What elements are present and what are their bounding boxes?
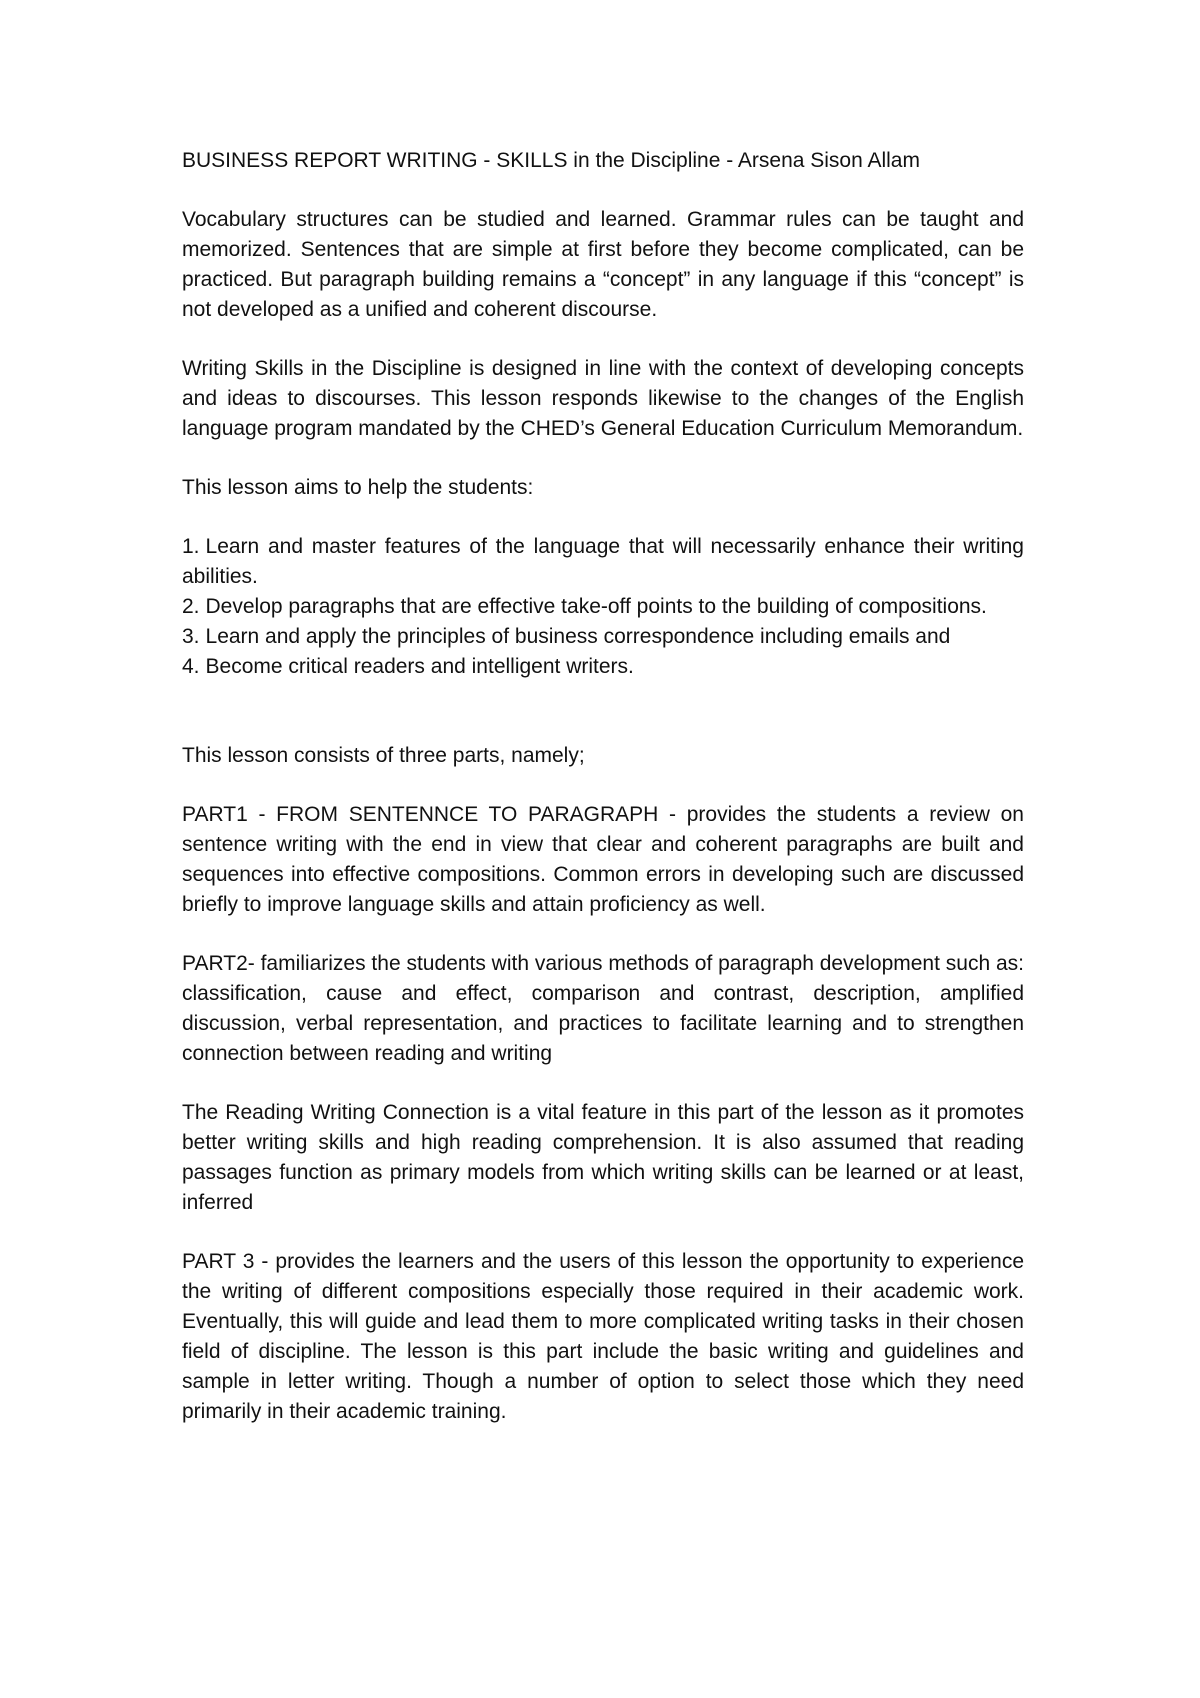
aims-list xyxy=(182,532,1024,682)
paragraph-writing-skills: Writing Skills in the Discipline is designed in line with the context of developing concepts and ideas to discourses. This lesson responds likewise to the changes of the English language program mandated by the CHED’s General Education Curriculum Memorandum. xyxy=(182,357,1024,440)
aims-intro: This lesson aims to help the students: xyxy=(182,476,534,499)
paragraph-vocabulary: Vocabulary structures can be studied and learned. Grammar rules can be taught and memorized. Sentences that are simple at first before they become complicated, can be practiced. But paragraph building remains a “concept” in any language if this “concept” is not developed as a unified and coherent discourse. xyxy=(182,208,1024,321)
document-page xyxy=(182,146,1024,1456)
aim-number: 2. xyxy=(182,595,200,618)
aim-number: 4. xyxy=(182,655,200,678)
aim-text: Learn and apply the principles of business correspondence including emails and xyxy=(205,625,951,648)
aim-number: 3. xyxy=(182,625,200,648)
aim-text: Become critical readers and intelligent writers. xyxy=(205,655,634,678)
paragraph-reading-writing-connection: The Reading Writing Connection is a vital feature in this part of the lesson as it promotes better writing skills and high reading comprehension. It is also assumed that reading passages function as primary models from which writing skills can be learned or at least, inferred xyxy=(182,1101,1024,1214)
aim-item xyxy=(182,592,1024,622)
paragraph-part-3: PART 3 - provides the learners and the users of this lesson the opportunity to experience the writing of different compositions especially those required in their academic work. Eventually, this will guide and lead them to more complicated writing tasks in their chosen field of discipline. The lesson is this part include the basic writing and guidelines and sample in letter writing. Though a number of option to select those which they need primarily in their academic training. xyxy=(182,1250,1024,1423)
paragraph-part-1: PART1 - FROM SENTENNCE TO PARAGRAPH - provides the students a review on sentence writing with the end in view that clear and coherent paragraphs are built and sequences into effective compositions. Common errors in developing such are discussed briefly to improve language skills and attain proficiency as well. xyxy=(182,803,1024,916)
aim-text: Develop paragraphs that are effective take-off points to the building of compositions. xyxy=(205,595,987,618)
aim-number: 1. xyxy=(182,535,200,558)
aim-item xyxy=(182,652,1024,682)
aim-text: Learn and master features of the language that will necessarily enhance their writing abilities. xyxy=(182,535,1024,588)
aim-item xyxy=(182,622,1024,652)
parts-intro: This lesson consists of three parts, namely; xyxy=(182,744,585,767)
paragraph-part-2: PART2- familiarizes the students with various methods of paragraph development such as: classification, cause and effect, comparison and contrast, description, amplified discussion, verbal representation, and practices to facilitate learning and to strengthen connection between reading and writing xyxy=(182,952,1024,1065)
document-title: BUSINESS REPORT WRITING - SKILLS in the Discipline - Arsena Sison Allam xyxy=(182,149,920,172)
aim-item xyxy=(182,532,1024,592)
